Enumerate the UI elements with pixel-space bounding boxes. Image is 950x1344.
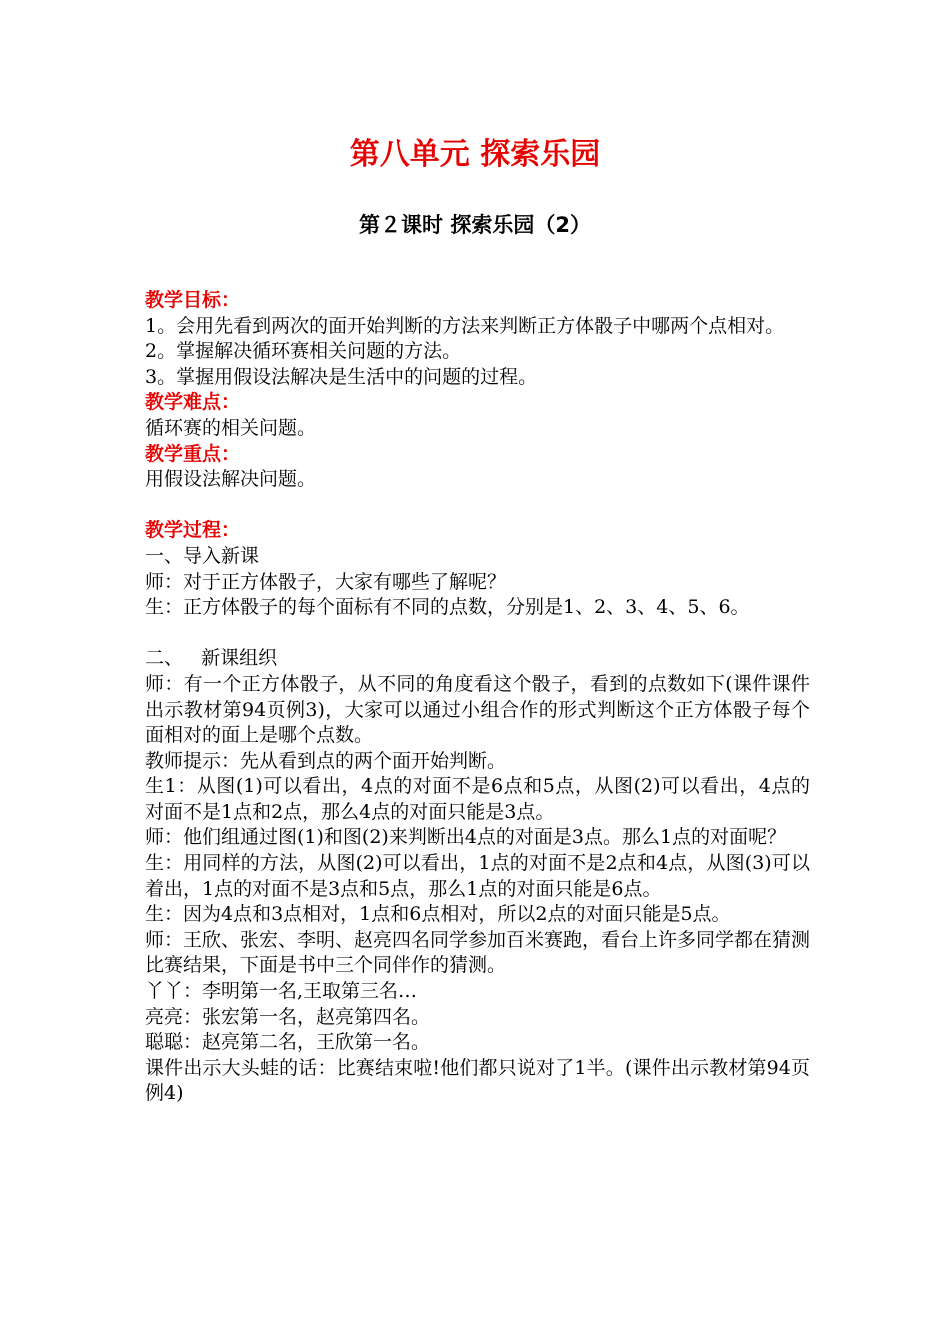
objective-item: 1。会用先看到两次的面开始判断的方法来判断正方体骰子中哪两个点相对。 — [145, 314, 785, 337]
section-title: 二、 新课组织 — [145, 647, 278, 670]
spacer — [145, 621, 810, 647]
spacer — [145, 493, 810, 519]
key-point-text: 用假设法解决问题。 — [145, 468, 317, 491]
objective-item: 3。掌握用假设法解决是生活中的问题的过程。 — [145, 365, 538, 388]
paragraph: 生1：从图(1)可以看出，4点的对面不是6点和5点，从图(2)可以看出，4点的对面不是1点和2点，那么4点的对面只能是3点。 — [145, 775, 810, 823]
paragraph: 师：他们组通过图(1)和图(2)来判断出4点的对面是3点。那么1点的对面呢？ — [145, 826, 787, 849]
paragraph: 丫丫：李明第一名,王取第三名… — [145, 980, 418, 1003]
paragraph: 师：王欣、张宏、李明、赵亮四名同学参加百米赛跑，看台上许多同学都在猜测比赛结果，下面是书中三个同伴作的猜测。 — [145, 928, 811, 977]
objectives-heading: 教学目标： — [145, 289, 241, 311]
key-point-heading: 教学重点： — [145, 442, 241, 465]
lesson-body — [145, 288, 810, 1107]
section-title: 一、导入新课 — [145, 544, 260, 567]
lesson-subtitle: 第２课时 探索乐园（2） — [359, 213, 591, 237]
difficulty-heading: 教学难点： — [145, 391, 241, 414]
objective-item: 2。掌握解决循环赛相关问题的方法。 — [145, 340, 462, 363]
paragraph: 聪聪：赵亮第二名，王欣第一名。 — [145, 1031, 431, 1054]
process-heading: 教学过程： — [145, 519, 241, 542]
paragraph: 课件出示大头蛙的话：比赛结束啦!他们都只说对了1半。(课件出示教材第94页例4) — [145, 1056, 810, 1105]
paragraph: 师：对于正方体骰子，大家有哪些了解呢？ — [145, 570, 507, 593]
paragraph: 师：有一个正方体骰子，从不同的角度看这个骰子，看到的点数如下(课件课件出示教材第94页例3)，大家可以通过小组合作的形式判断这个正方体骰子每个面相对的面上是哪个点数。 — [145, 672, 810, 747]
paragraph: 生：因为4点和3点相对，1点和6点相对，所以2点的对面只能是5点。 — [145, 903, 731, 926]
difficulty-text: 循环赛的相关问题。 — [145, 416, 317, 439]
paragraph: 亮亮：张宏第一名，赵亮第四名。 — [145, 1005, 431, 1028]
unit-title: 第八单元 探索乐园 — [349, 137, 601, 172]
paragraph: 生：用同样的方法，从图(2)可以看出，1点的对面不是2点和4点，从图(3)可以着出，1点的对面不是3点和5点，那么1点的对面只能是6点。 — [145, 852, 810, 900]
paragraph: 生：正方体骰子的每个面标有不同的点数，分别是1、2、3、4、5、6。 — [145, 596, 750, 619]
paragraph: 教师提示：先从看到点的两个面开始判断。 — [145, 749, 507, 772]
